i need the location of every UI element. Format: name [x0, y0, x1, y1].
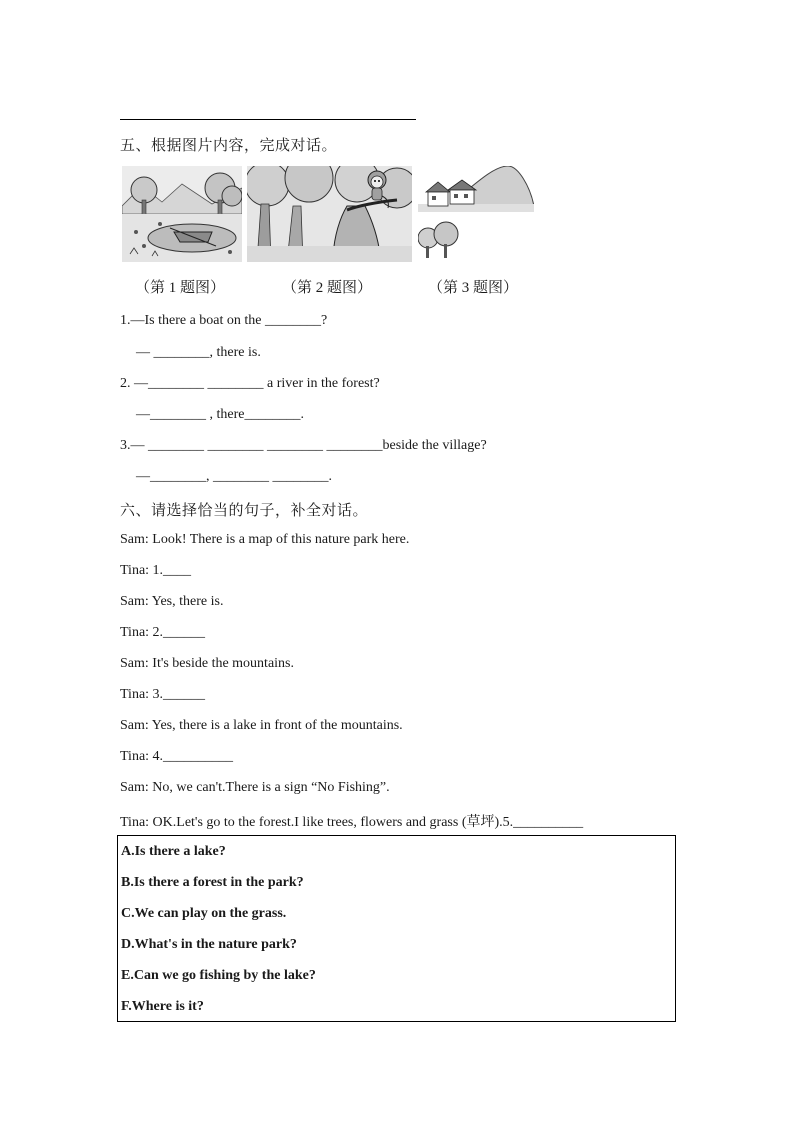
picture-3-village-mountain	[418, 166, 534, 262]
dialogue-line: Sam: Look! There is a map of this nature park here.	[120, 532, 410, 547]
dialogue-line: Tina: 4.__________	[120, 749, 234, 764]
option-d: D.What's in the nature park?	[121, 937, 297, 952]
q1-question: 1.—Is there a boat on the ________?	[120, 313, 328, 328]
section6-title: 六、请选择恰当的句子，补全对话。	[120, 501, 369, 519]
options-box	[117, 835, 676, 1022]
option-e: E.Can we go fishing by the lake?	[121, 968, 316, 983]
dialogue-line: Tina: OK.Let's go to the forest.I like trees, flowers and grass (草坪).5.__________	[120, 815, 584, 830]
top-rule	[120, 119, 416, 120]
section5-title: 五、根据图片内容，完成对话。	[120, 136, 338, 154]
q3-answer: —________, ________ ________.	[136, 469, 332, 484]
caption-3: （第 3 题图）	[428, 280, 519, 296]
dialogue-line: Sam: No, we can't.There is a sign “No Fishing”.	[120, 780, 390, 795]
dialogue-line: Tina: 1.____	[120, 563, 192, 578]
dialogue-line: Sam: Yes, there is a lake in front of the mountains.	[120, 718, 403, 733]
option-f: F.Where is it?	[121, 999, 204, 1014]
picture-2-forest-monkey	[247, 166, 412, 262]
caption-1: （第 1 题图）	[135, 280, 226, 296]
dialogue-line: Tina: 2.______	[120, 625, 206, 640]
q2-question: 2. —________ ________ a river in the forest?	[120, 376, 380, 391]
dialogue-line: Sam: It's beside the mountains.	[120, 656, 295, 671]
option-b: B.Is there a forest in the park?	[121, 875, 304, 890]
picture-1-lake-boat	[122, 166, 242, 262]
option-a: A.Is there a lake?	[121, 844, 226, 859]
q1-answer: — ________, there is.	[136, 345, 261, 360]
dialogue-line: Tina: 3.______	[120, 687, 206, 702]
q2-answer: —________ , there________.	[136, 407, 304, 422]
dialogue-line: Sam: Yes, there is.	[120, 594, 224, 609]
q3-question: 3.— ________ ________ ________ ________beside the village?	[120, 438, 487, 453]
caption-2: （第 2 题图）	[282, 280, 373, 296]
option-c: C.We can play on the grass.	[121, 906, 287, 921]
